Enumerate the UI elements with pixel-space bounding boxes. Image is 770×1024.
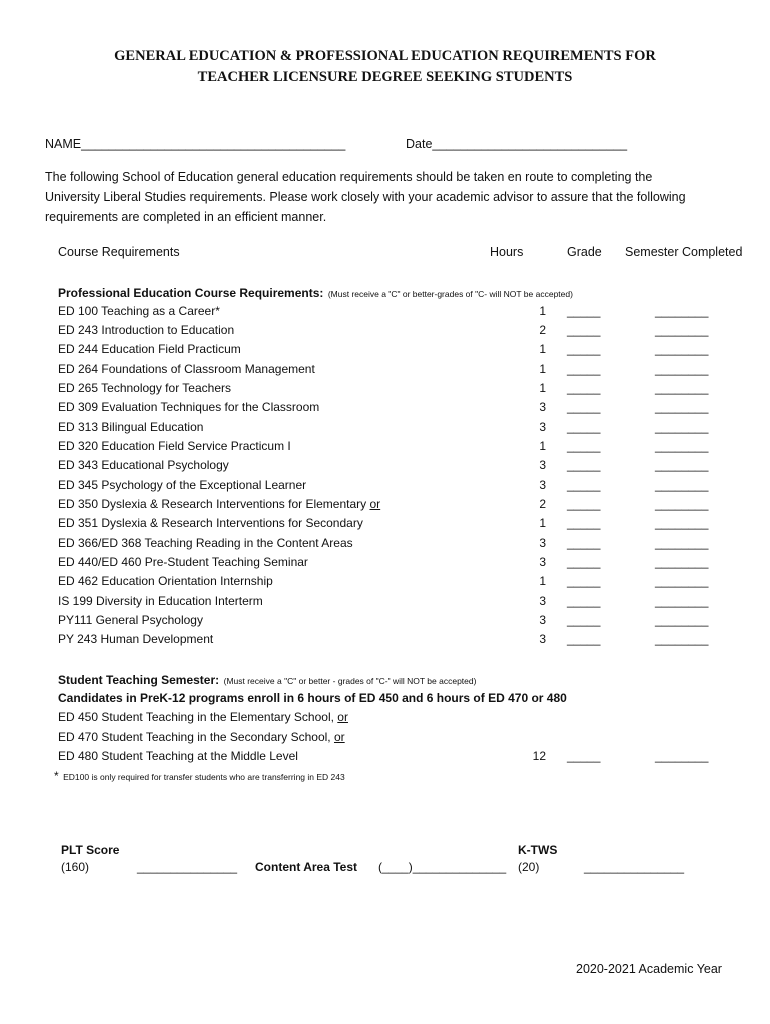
course-name: ED 480 Student Teaching at the Middle Level: [58, 749, 298, 763]
column-header-course: Course Requirements: [58, 245, 180, 259]
footnote-text: ED100 is only required for transfer students who are transferring in ED 243: [63, 772, 345, 782]
grade-blank[interactable]: _____: [567, 400, 601, 414]
course-row: [58, 420, 718, 439]
semester-blank[interactable]: ________: [655, 458, 709, 472]
course-row: [58, 574, 718, 593]
course-hours: 1: [539, 342, 546, 356]
course-name: IS 199 Diversity in Education Interterm: [58, 594, 263, 608]
course-hours: 1: [539, 362, 546, 376]
course-row: [58, 478, 718, 497]
course-name: ED 366/ED 368 Teaching Reading in the Content Areas: [58, 536, 353, 550]
course-name: ED 351 Dyslexia & Research Interventions for Secondary: [58, 516, 363, 530]
grade-blank[interactable]: _____: [567, 439, 601, 453]
professional-heading-note: (Must receive a "C" or better-grades of "C- will NOT be accepted): [327, 289, 573, 299]
or-connector: or: [369, 497, 381, 511]
course-name: PY 243 Human Development: [58, 632, 214, 646]
candidates-note: Candidates in PreK-12 programs enroll in 6 hours of ED 450 and 6 hours of ED 470 or 480: [58, 691, 567, 705]
course-hours: 2: [539, 323, 546, 337]
grade-blank[interactable]: _____: [567, 420, 601, 434]
footnote-mark: *: [54, 769, 59, 783]
grade-blank[interactable]: _____: [567, 381, 601, 395]
grade-blank[interactable]: _____: [567, 555, 601, 569]
footnote: [54, 767, 345, 785]
academic-year-footer: 2020-2021 Academic Year: [576, 962, 722, 976]
plt-score-value: (160): [61, 860, 90, 874]
course-hours: 3: [539, 632, 546, 646]
or-connector: or: [333, 730, 345, 744]
course-row: [58, 439, 718, 458]
semester-blank[interactable]: ________: [655, 632, 709, 646]
grade-blank[interactable]: _____: [567, 574, 601, 588]
name-field[interactable]: NAME______________________________________: [45, 137, 346, 151]
grade-blank[interactable]: _____: [567, 362, 601, 376]
course-hours: 3: [539, 536, 546, 550]
course-row: [58, 613, 718, 632]
plt-score-blank[interactable]: _______________: [137, 860, 238, 874]
course-hours: 3: [539, 594, 546, 608]
semester-blank[interactable]: ________: [655, 555, 709, 569]
course-hours: 1: [539, 516, 546, 530]
course-row: [58, 323, 718, 342]
course-row: [58, 400, 718, 419]
semester-blank[interactable]: ________: [655, 613, 709, 627]
semester-blank[interactable]: ________: [655, 574, 709, 588]
course-hours: 3: [539, 420, 546, 434]
course-row: [58, 555, 718, 574]
semester-blank[interactable]: ________: [655, 516, 709, 530]
semester-blank[interactable]: ________: [655, 439, 709, 453]
course-hours: 1: [539, 304, 546, 318]
grade-blank[interactable]: _____: [567, 536, 601, 550]
student-teaching-row: [58, 730, 718, 749]
grade-blank[interactable]: _____: [567, 613, 601, 627]
grade-blank[interactable]: _____: [567, 342, 601, 356]
course-row: [58, 594, 718, 613]
course-name: [58, 730, 345, 744]
grade-blank[interactable]: _____: [567, 497, 601, 511]
course-hours: 3: [539, 613, 546, 627]
course-name: ED 345 Psychology of the Exceptional Learner: [58, 478, 307, 492]
course-hours: 1: [539, 574, 546, 588]
professional-heading-label: Professional Education Course Requirements:: [58, 286, 324, 300]
course-hours: 3: [539, 478, 546, 492]
semester-blank[interactable]: ________: [655, 362, 709, 376]
course-name: ED 100 Teaching as a Career*: [58, 304, 220, 318]
ktws-label: K-TWS: [518, 843, 558, 857]
course-name: ED 243 Introduction to Education: [58, 323, 235, 337]
course-name: ED 309 Evaluation Techniques for the Classroom: [58, 400, 320, 414]
course-name: [58, 497, 380, 511]
course-row: [58, 536, 718, 555]
course-name: [58, 710, 348, 724]
course-hours: 3: [539, 400, 546, 414]
grade-blank[interactable]: _____: [567, 594, 601, 608]
grade-blank[interactable]: _____: [567, 632, 601, 646]
intro-line-3: requirements are completed in an efficient manner.: [45, 210, 327, 224]
content-area-test-blank[interactable]: (____)______________: [378, 860, 507, 874]
course-row: [58, 362, 718, 381]
semester-blank[interactable]: ________: [655, 497, 709, 511]
date-field[interactable]: Date____________________________: [406, 137, 628, 151]
course-name: ED 320 Education Field Service Practicum I: [58, 439, 291, 453]
course-row: [58, 342, 718, 361]
column-header-grade: Grade: [567, 245, 602, 259]
professional-section-heading: [58, 284, 573, 302]
course-name: PY111 General Psychology: [58, 613, 203, 627]
semester-blank[interactable]: ________: [655, 342, 709, 356]
grade-blank[interactable]: _____: [567, 458, 601, 472]
ktws-blank[interactable]: _______________: [584, 860, 685, 874]
student-teaching-row: [58, 749, 718, 768]
course-row: [58, 632, 718, 651]
course-hours: 3: [539, 458, 546, 472]
course-name: ED 313 Bilingual Education: [58, 420, 204, 434]
course-row: [58, 381, 718, 400]
semester-blank[interactable]: ________: [655, 400, 709, 414]
course-name-text: ED 450 Student Teaching in the Elementary School,: [58, 710, 334, 724]
grade-blank[interactable]: _____: [567, 478, 601, 492]
column-header-semester: Semester Completed: [625, 245, 743, 259]
course-row: [58, 497, 718, 516]
course-name: ED 265 Technology for Teachers: [58, 381, 231, 395]
semester-blank[interactable]: ________: [655, 323, 709, 337]
page-title-line-2: TEACHER LICENSURE DEGREE SEEKING STUDENTS: [197, 69, 573, 85]
semester-blank[interactable]: ________: [655, 478, 709, 492]
plt-score-label: PLT Score: [61, 843, 120, 857]
course-hours: 2: [539, 497, 546, 511]
semester-blank[interactable]: ________: [655, 749, 709, 763]
or-connector: or: [337, 710, 348, 724]
grade-blank[interactable]: _____: [567, 323, 601, 337]
page-title-line-1: GENERAL EDUCATION & PROFESSIONAL EDUCATION REQUIREMENTS FOR: [114, 48, 656, 64]
course-hours: 12: [532, 749, 546, 763]
course-name-text: ED 470 Student Teaching in the Secondary School,: [58, 730, 331, 744]
grade-blank[interactable]: _____: [567, 516, 601, 530]
semester-blank[interactable]: ________: [655, 536, 709, 550]
course-row: [58, 458, 718, 477]
student-teaching-heading: [58, 671, 476, 689]
course-name: ED 343 Educational Psychology: [58, 458, 229, 472]
ktws-value: (20): [518, 860, 540, 874]
student-teaching-note: (Must receive a "C" or better - grades of "C-" will NOT be accepted): [223, 676, 477, 686]
course-row: [58, 304, 718, 323]
semester-blank[interactable]: ________: [655, 381, 709, 395]
course-row: [58, 516, 718, 535]
column-header-hours: Hours: [490, 245, 524, 259]
course-hours: 1: [539, 439, 546, 453]
grade-blank[interactable]: _____: [567, 304, 601, 318]
semester-blank[interactable]: ________: [655, 304, 709, 318]
intro-line-1: The following School of Education general education requirements should be taken en route to completing the: [45, 170, 653, 184]
course-hours: 3: [539, 555, 546, 569]
semester-blank[interactable]: ________: [655, 594, 709, 608]
semester-blank[interactable]: ________: [655, 420, 709, 434]
course-hours: 1: [539, 381, 546, 395]
grade-blank[interactable]: _____: [567, 749, 601, 763]
intro-line-2: University Liberal Studies requirements. Please work closely with your academic advisor to assure that the following: [45, 190, 686, 204]
course-name: ED 440/ED 460 Pre-Student Teaching Seminar: [58, 555, 308, 569]
content-area-test-label: Content Area Test: [255, 860, 358, 874]
student-teaching-label: Student Teaching Semester:: [58, 673, 220, 687]
course-name-text: ED 350 Dyslexia & Research Interventions for Elementary: [58, 497, 367, 511]
course-name: ED 264 Foundations of Classroom Management: [58, 362, 315, 376]
student-teaching-row: [58, 710, 718, 729]
course-name: ED 462 Education Orientation Internship: [58, 574, 273, 588]
course-name: ED 244 Education Field Practicum: [58, 342, 241, 356]
